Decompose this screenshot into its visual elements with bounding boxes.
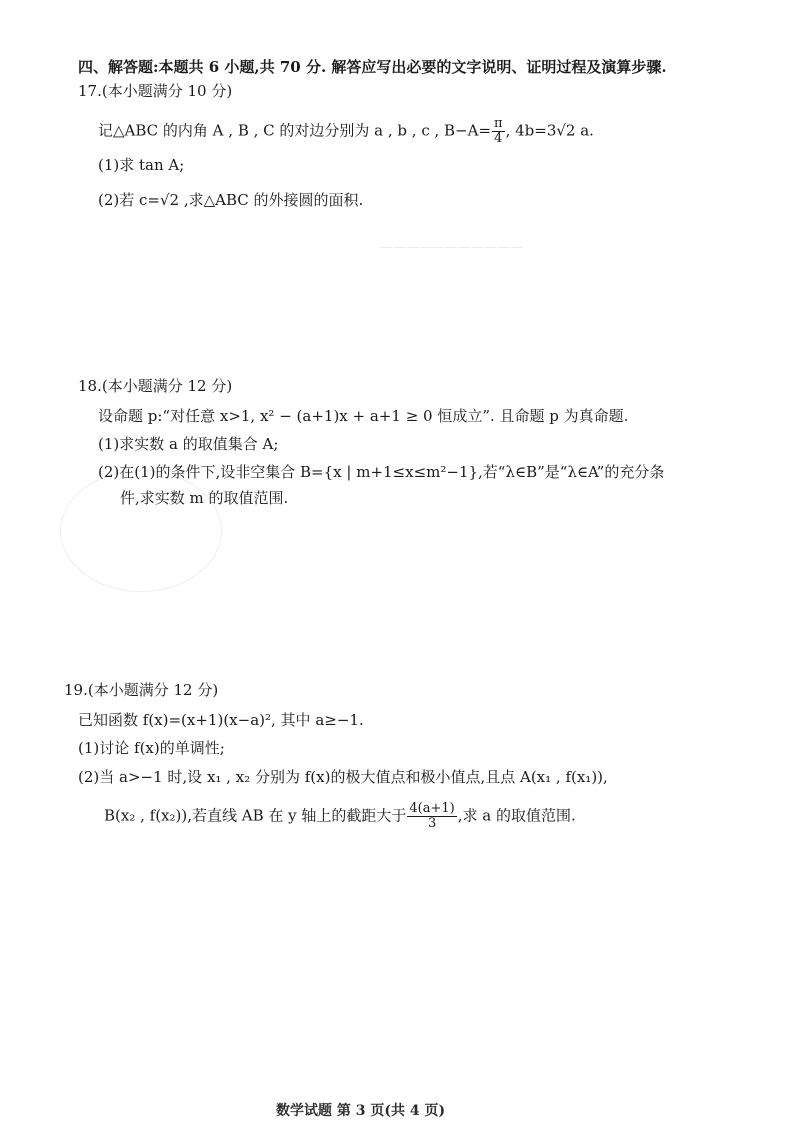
q17-part2: (2)若 c=√2 ,求△ABC 的外接圆的面积. [98,191,364,209]
q19-fraction-denominator: 3 [427,816,437,831]
q17-stem-suffix: , 4b=3√2 a. [505,121,594,140]
q19-part2-line1: (2)当 a>−1 时,设 x₁ , x₂ 分别为 f(x)的极大值点和极小值点,且点 A(x₁ , f(x₁)), [78,768,608,786]
q19-part1: (1)讨论 f(x)的单调性; [78,739,225,757]
q17-fraction-numerator: π [494,116,503,131]
q17-stem [98,117,594,146]
q18-part2-line2: 件,求实数 m 的取值范围. [120,489,289,507]
section-header: 四、解答题:本题共 6 小题,共 70 分. 解答应写出必要的文字说明、证明过程及演算步骤. [78,58,667,76]
q19-part2-line2 [104,802,576,831]
q18-stem: 设命题 p:“对任意 x>1, x² − (a+1)x + a+1 ≥ 0 恒成立”. 且命题 p 为真命题. [98,407,629,425]
q17-title: 17.(本小题满分 10 分) [78,82,233,100]
q19-part2-line2-prefix: B(x₂ , f(x₂)),若直线 AB 在 y 轴上的截距大于 [104,806,407,825]
q19-stem: 已知函数 f(x)=(x+1)(x−a)², 其中 a≥−1. [78,711,364,729]
q18-part1: (1)求实数 a 的取值集合 A; [98,435,279,453]
q17-part1: (1)求 tan A; [98,156,185,174]
page-footer: 数学试题 第 3 页(共 4 页) [276,1103,446,1119]
q17-fraction [492,117,505,146]
q18-title: 18.(本小题满分 12 分) [78,377,233,395]
q19-part2-line2-suffix: ,求 a 的取值范围. [457,806,576,825]
bleed-through-text: ——————————— [380,240,523,255]
q19-fraction-numerator: 4(a+1) [409,801,455,816]
q17-stem-prefix: 记△ABC 的内角 A , B , C 的对边分别为 a , b , c , B−A= [98,121,492,140]
q18-part2-line1: (2)在(1)的条件下,设非空集合 B={x | m+1≤x≤m²−1},若“λ∈B”是“λ∈A”的充分条 [98,463,665,481]
q19-fraction [407,802,456,831]
q19-title: 19.(本小题满分 12 分) [64,681,219,699]
q17-fraction-denominator: 4 [494,131,503,146]
